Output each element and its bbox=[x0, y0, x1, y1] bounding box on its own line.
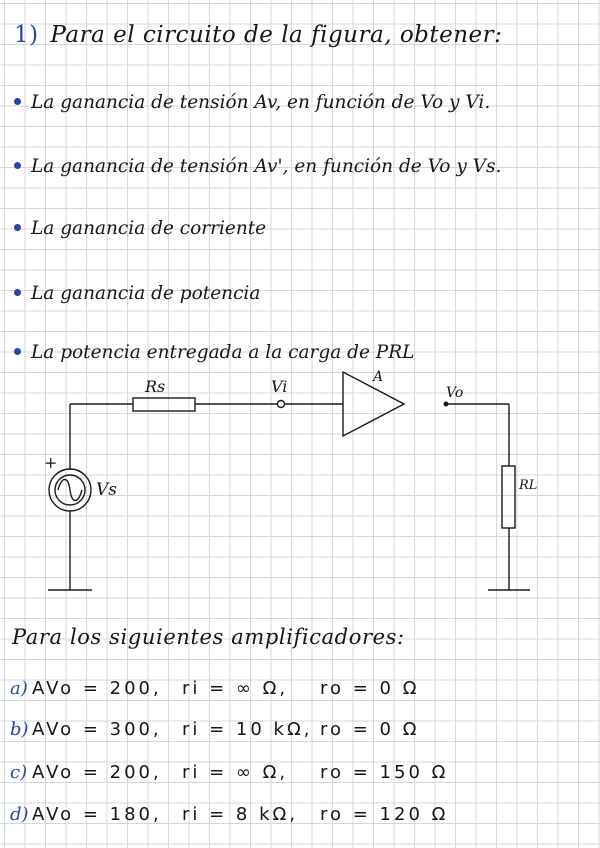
rl-label: RL bbox=[519, 478, 538, 493]
row-ri: ri = ∞ Ω, bbox=[182, 762, 289, 783]
amp-label: A bbox=[373, 369, 384, 385]
row-ri: ri = 10 kΩ, bbox=[182, 719, 313, 740]
row-avo: AVo = 200, bbox=[32, 762, 162, 783]
row-ro: ro = 150 Ω bbox=[320, 762, 449, 783]
problem-number: 1) bbox=[14, 22, 39, 48]
problem-title: Para el circuito de la figura, obtener: bbox=[50, 22, 503, 48]
item-text: La ganancia de potencia bbox=[31, 283, 261, 304]
rs-label: Rs bbox=[145, 377, 166, 396]
row-letter: a) bbox=[10, 678, 28, 699]
row-letter: d) bbox=[10, 804, 29, 825]
item-text: La ganancia de tensión Av, en función de Vo y Vi. bbox=[31, 92, 491, 113]
vi-label: Vi bbox=[271, 377, 288, 396]
vs-label: Vs bbox=[96, 480, 118, 500]
row-ri: ri = ∞ Ω, bbox=[182, 678, 289, 699]
row-avo: AVo = 180, bbox=[32, 804, 162, 825]
row-avo: AVo = 300, bbox=[32, 719, 162, 740]
row-ro: ro = 0 Ω bbox=[320, 719, 420, 740]
plus-label: + bbox=[44, 453, 58, 472]
amplifiers-heading: Para los siguientes amplificadores: bbox=[12, 625, 405, 649]
row-ro: ro = 120 Ω bbox=[320, 804, 449, 825]
item-text: La potencia entregada a la carga de PRL bbox=[31, 342, 415, 363]
row-avo: AVo = 200, bbox=[32, 678, 162, 699]
row-ro: ro = 0 Ω bbox=[320, 678, 420, 699]
sine-icon bbox=[58, 480, 82, 501]
row-letter: b) bbox=[10, 719, 29, 740]
vi-node bbox=[278, 401, 285, 408]
row-ri: ri = 8 kΩ, bbox=[182, 804, 299, 825]
rl-resistor bbox=[502, 466, 515, 528]
rs-resistor bbox=[133, 398, 195, 411]
item-text: La ganancia de corriente bbox=[31, 218, 267, 239]
vo-label: Vo bbox=[446, 385, 464, 401]
row-letter: c) bbox=[10, 762, 28, 783]
item-text: La ganancia de tensión Av', en función de Vo y Vs. bbox=[31, 156, 502, 177]
